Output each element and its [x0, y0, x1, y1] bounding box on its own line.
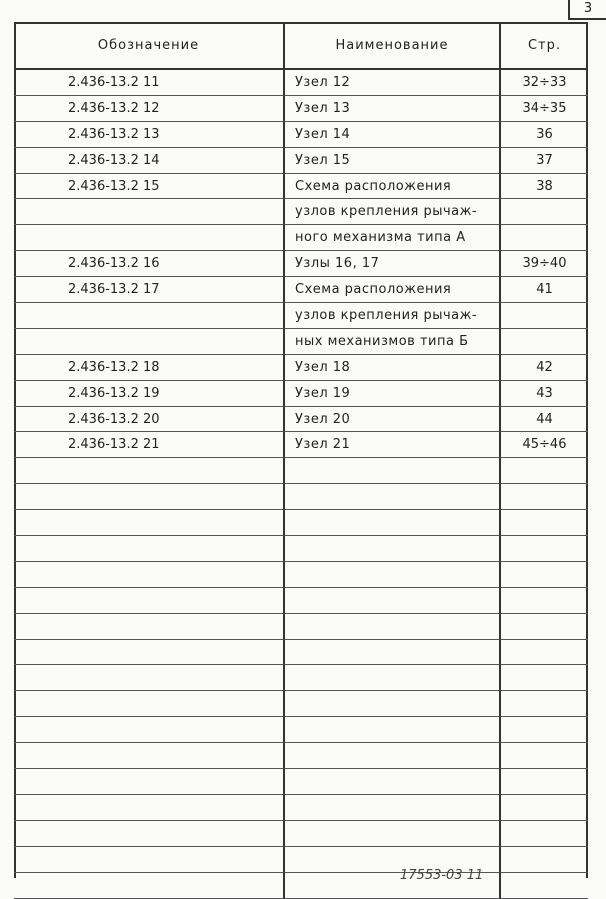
cell-page: 45÷46	[501, 432, 588, 458]
cell-page	[501, 303, 588, 329]
cell-page: 42	[501, 355, 588, 381]
cell-designation: 2.436-13.2 20	[14, 407, 285, 433]
cell-name: узлов крепления рычаж-	[285, 199, 501, 225]
cell-name	[285, 769, 501, 795]
cell-page	[501, 225, 588, 251]
cell-name: Узел 12	[285, 70, 501, 96]
cell-name	[285, 743, 501, 769]
cell-designation: 2.436-13.2 16	[14, 251, 285, 277]
cell-page	[501, 588, 588, 614]
cell-designation	[14, 821, 285, 847]
cell-designation	[14, 717, 285, 743]
cell-page	[501, 614, 588, 640]
header-page: Стр.	[501, 22, 588, 70]
cell-designation: 2.436-13.2 12	[14, 96, 285, 122]
cell-page	[501, 562, 588, 588]
cell-page: 44	[501, 407, 588, 433]
cell-page	[501, 510, 588, 536]
cell-designation: 2.436-13.2 14	[14, 148, 285, 174]
cell-page	[501, 665, 588, 691]
cell-designation	[14, 769, 285, 795]
cell-name	[285, 795, 501, 821]
cell-name	[285, 640, 501, 666]
cell-page	[501, 847, 588, 873]
cell-name	[285, 717, 501, 743]
cell-page	[501, 458, 588, 484]
cell-name: Схема расположения	[285, 277, 501, 303]
cell-page	[501, 329, 588, 355]
contents-table	[14, 22, 588, 899]
cell-designation: 2.436-13.2 17	[14, 277, 285, 303]
cell-designation: 2.436-13.2 13	[14, 122, 285, 148]
cell-name: ных механизмов типа Б	[285, 329, 501, 355]
header-designation: Обозначение	[14, 22, 285, 70]
cell-designation	[14, 536, 285, 562]
cell-name	[285, 562, 501, 588]
cell-designation: 2.436-13.2 11	[14, 70, 285, 96]
cell-designation	[14, 640, 285, 666]
cell-name	[285, 588, 501, 614]
cell-page: 41	[501, 277, 588, 303]
cell-page	[501, 821, 588, 847]
cell-page: 36	[501, 122, 588, 148]
cell-name: Узел 21	[285, 432, 501, 458]
cell-page: 32÷33	[501, 70, 588, 96]
cell-name	[285, 536, 501, 562]
cell-page: 34÷35	[501, 96, 588, 122]
cell-designation: 2.436-13.2 15	[14, 174, 285, 200]
cell-name	[285, 821, 501, 847]
cell-name	[285, 614, 501, 640]
cell-page	[501, 795, 588, 821]
cell-name: Узел 20	[285, 407, 501, 433]
cell-designation	[14, 329, 285, 355]
cell-page: 37	[501, 148, 588, 174]
cell-name	[285, 458, 501, 484]
cell-page	[501, 691, 588, 717]
cell-designation: 2.436-13.2 18	[14, 355, 285, 381]
cell-designation	[14, 665, 285, 691]
cell-designation	[14, 743, 285, 769]
cell-designation	[14, 588, 285, 614]
cell-designation	[14, 225, 285, 251]
cell-page	[501, 199, 588, 225]
cell-name: Узел 15	[285, 148, 501, 174]
cell-designation	[14, 458, 285, 484]
cell-page	[501, 769, 588, 795]
cell-name	[285, 510, 501, 536]
footer-note: 17553-03 11	[400, 868, 484, 883]
cell-name: Узлы 16, 17	[285, 251, 501, 277]
cell-designation	[14, 510, 285, 536]
cell-name: Узел 19	[285, 381, 501, 407]
cell-designation	[14, 562, 285, 588]
cell-designation	[14, 303, 285, 329]
cell-designation	[14, 847, 285, 873]
cell-page	[501, 536, 588, 562]
cell-name: Узел 14	[285, 122, 501, 148]
cell-name	[285, 484, 501, 510]
cell-page	[501, 640, 588, 666]
cell-page	[501, 717, 588, 743]
cell-name: ного механизма типа А	[285, 225, 501, 251]
cell-name: узлов крепления рычаж-	[285, 303, 501, 329]
cell-designation	[14, 691, 285, 717]
cell-name: Узел 13	[285, 96, 501, 122]
header-name: Наименование	[285, 22, 501, 70]
cell-designation	[14, 484, 285, 510]
page-number: 3	[568, 0, 606, 20]
cell-name: Узел 18	[285, 355, 501, 381]
cell-designation	[14, 614, 285, 640]
cell-page	[501, 743, 588, 769]
cell-name: Схема расположения	[285, 174, 501, 200]
cell-designation: 2.436-13.2 21	[14, 432, 285, 458]
cell-designation	[14, 795, 285, 821]
cell-page: 43	[501, 381, 588, 407]
cell-designation	[14, 199, 285, 225]
cell-page	[501, 484, 588, 510]
cell-name	[285, 665, 501, 691]
cell-designation: 2.436-13.2 19	[14, 381, 285, 407]
cell-page: 38	[501, 174, 588, 200]
cell-page: 39÷40	[501, 251, 588, 277]
cell-name	[285, 691, 501, 717]
